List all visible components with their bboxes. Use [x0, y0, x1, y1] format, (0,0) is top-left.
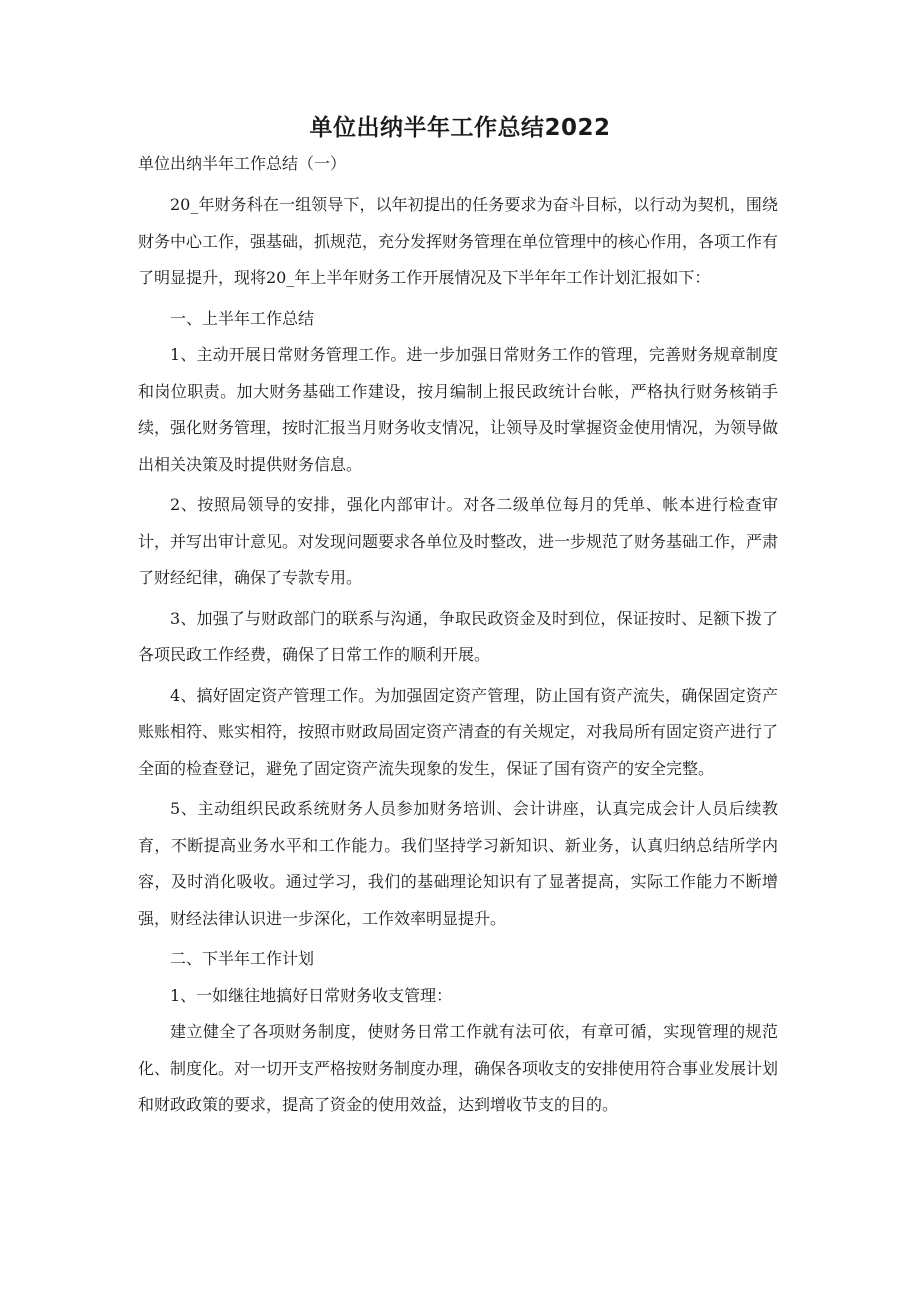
- intro-paragraph: 20_年财务科在一组领导下，以年初提出的任务要求为奋斗目标，以行动为契机，围绕财务中心工作，强基础，抓规范，充分发挥财务管理在单位管理中的核心作用，各项工作有了明显提升，现将20_年上半年财务工作开展情况及下半年年工作计划汇报如下：: [138, 195, 779, 287]
- document-body: [138, 187, 778, 1128]
- paragraph-item-3: 3、加强了与财政部门的联系与沟通，争取民政资金及时到位，保证按时、足额下拨了各项民政工作经费，确保了日常工作的顺利开展。: [138, 608, 778, 664]
- document-subtitle: 单位出纳半年工作总结（一）: [138, 154, 347, 173]
- paragraph-item-5: 5、主动组织民政系统财务人员参加财务培训、会计讲座，认真完成会计人员后续教育，不断提高业务水平和工作能力。我们坚持学习新知识、新业务，认真归纳总结所学内容，及时消化吸收。通过学习，我们的基础理论知识有了显著提高，实际工作能力不断增强，财经法律认识进一步深化，工作效率明显提升。: [138, 799, 778, 928]
- document-title: 单位出纳半年工作总结2022: [309, 115, 611, 141]
- section-heading-second-half: 二、下半年工作计划: [170, 949, 315, 968]
- paragraph-item-4: 4、搞好固定资产管理工作。为加强固定资产管理，防止国有资产流失，确保固定资产账账相符、账实相符，按照市财政局固定资产清查的有关规定，对我局所有固定资产进行了全面的检查登记，避免了固定资产流失现象的发生，保证了国有资产的安全完整。: [138, 685, 779, 778]
- paragraph-item-2: 2、按照局领导的安排，强化内部审计。对各二级单位每月的凭单、帐本进行检查审计，并写出审计意见。对发现问题要求各单位及时整改，进一步规范了财务基础工作，严肃了财经纪律，确保了专款专用。: [138, 495, 779, 587]
- paragraph-item-1: 1、主动开展日常财务管理工作。进一步加强日常财务工作的管理，完善财务规章制度和岗位职责。加大财务基础工作建设，按月编制上报民政统计台帐，严格执行财务核销手续，强化财务管理，按时汇报当月财务收支情况，让领导及时掌握资金使用情况，为领导做出相关决策及时提供财务信息。: [138, 345, 779, 474]
- plan-item-1-heading: 1、一如继往地搞好日常财务收支管理：: [170, 985, 453, 1005]
- plan-item-1-paragraph: 建立健全了各项财务制度，使财务日常工作就有法可依，有章可循，实现管理的规范化、制度化。对一切开支严格按财务制度办理，确保各项收支的安排使用符合事业发展计划和财政政策的要求，提高了资金的使用效益，达到增收节支的目的。: [138, 1022, 779, 1114]
- section-heading-first-half: 一、上半年工作总结: [170, 308, 315, 328]
